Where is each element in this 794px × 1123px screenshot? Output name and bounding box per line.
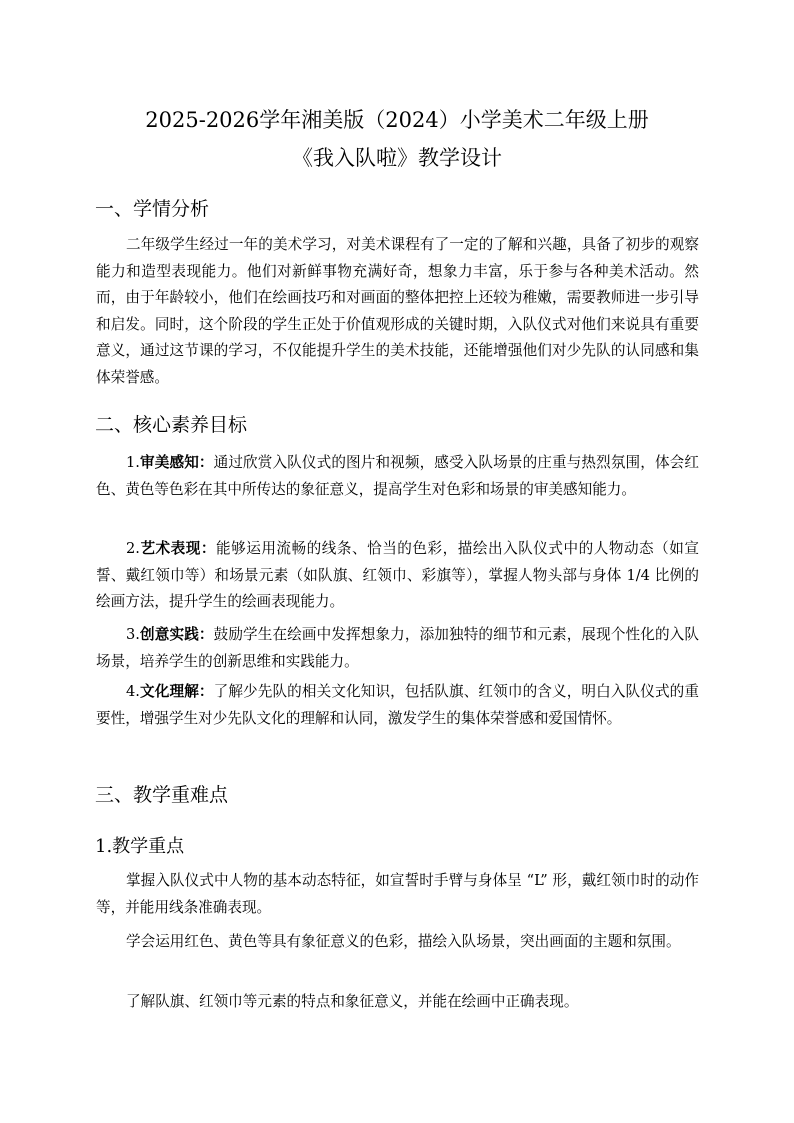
goal-item-2-label: 艺术表现： [139,540,216,557]
section1-heading: 一、学情分析 [95,198,210,220]
goal-item-2-text: 能够运用流畅的线条、恰当的色彩，描绘出入队仪式中的人物动态（如宣誓、戴红领巾等）和场景元素（如队旗、红领巾、彩旗等），掌握人物头部与身体 1/4 比例的绘画方法，提升学生的绘画表现能力。 [96,540,699,611]
key-point-3: 了解队旗、红领巾等元素的特点和象征意义，并能在绘画中正确表现。 [126,993,579,1010]
goal-item-3 [96,622,699,675]
doc-title-line1: 2025-2026学年湘美版（2024）小学美术二年级上册 [145,108,649,132]
goal-item-4 [96,679,699,732]
goal-item-3-num: 3. [126,626,140,643]
goal-item-4-text: 了解少先队的相关文化知识，包括队旗、红领巾的含义，明白入队仪式的重要性，增强学生对少先队文化的理解和认同，激发学生的集体荣誉感和爱国情怀。 [96,683,699,727]
goal-item-2 [96,536,699,616]
key-point-2: 学会运用红色、黄色等具有象征意义的色彩，描绘入队场景，突出画面的主题和氛围。 [126,933,681,950]
goal-item-3-text: 鼓励学生在绘画中发挥想象力，添加独特的细节和元素，展现个性化的入队场景，培养学生的创新思维和实践能力。 [96,626,699,670]
section3-sub1-heading: 1.教学重点 [95,836,185,857]
goal-item-4-label: 文化理解： [139,683,214,700]
doc-title-line2: 《我入队啦》教学设计 [292,146,502,170]
goal-item-1-label: 审美感知： [139,454,214,471]
goal-item-1-num: 1. [126,454,140,471]
goal-item-3-label: 创意实践： [139,626,214,643]
goal-item-1 [96,450,699,503]
section2-heading: 二、核心素养目标 [95,414,248,436]
section1-paragraph: 二年级学生经过一年的美术学习，对美术课程有了一定的了解和兴趣，具备了初步的观察能力和造型表现能力。他们对新鲜事物充满好奇，想象力丰富，乐于参与各种美术活动。然而，由于年龄较小，他们在绘画技巧和对画面的整体把控上还较为稚嫩，需要教师进一步引导和启发。同时，这个阶段的学生正处于价值观形成的关键时期，入队仪式对他们来说具有重要意义，通过这节课的学习，不仅能提升学生的美术技能，还能增强他们对少先队的认同感和集体荣誉感。 [96,236,699,386]
goal-item-1-text: 通过欣赏入队仪式的图片和视频，感受入队场景的庄重与热烈氛围，体会红色、黄色等色彩在其中所传达的象征意义，提高学生对色彩和场景的审美感知能力。 [96,454,699,498]
goal-item-4-num: 4. [126,683,140,700]
goal-item-2-num: 2. [126,540,140,557]
section3-heading: 三、教学重难点 [95,784,229,806]
key-point-1: 掌握入队仪式中人物的基本动态特征，如宣誓时手臂与身体呈 “L” 形，戴红领巾时的动作等，并能用线条准确表现。 [96,872,699,916]
